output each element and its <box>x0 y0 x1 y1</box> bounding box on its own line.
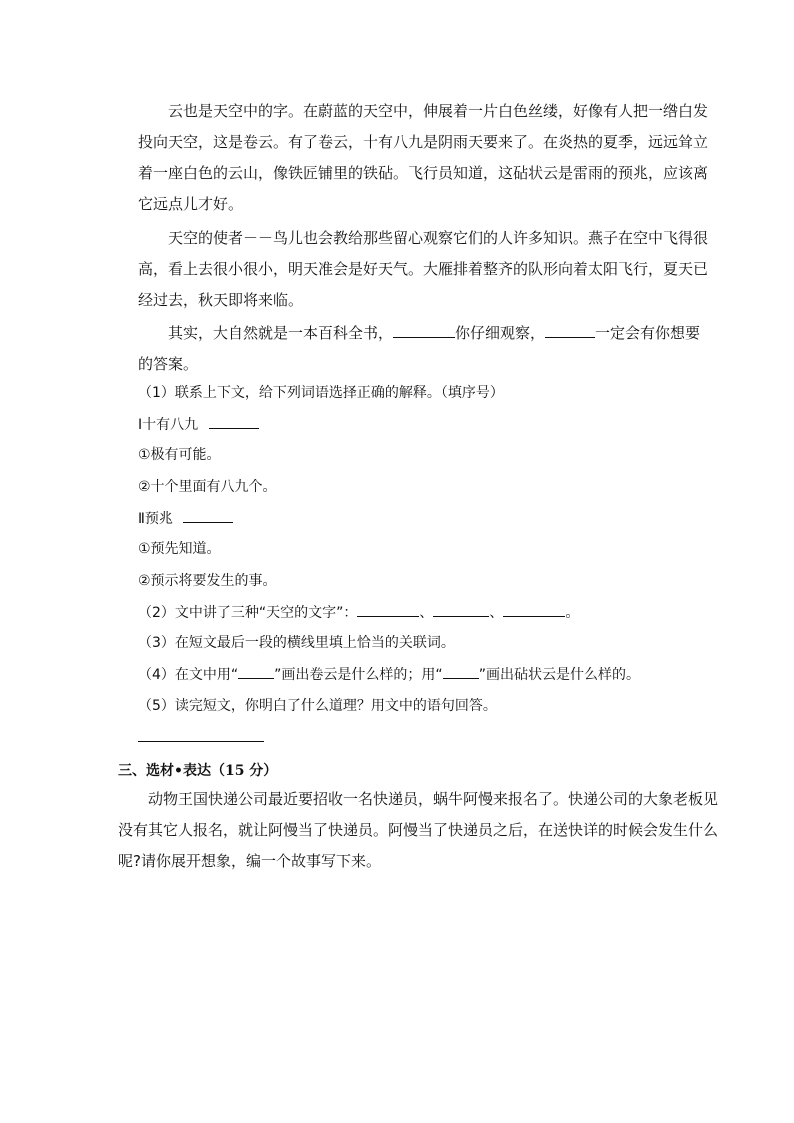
option: ②预示将要发生的事。 <box>138 573 277 589</box>
paragraph-line: 没有其它人报名，就让阿慢当了快递员。阿慢当了快递员之后，在送快详的时候会发生什么 <box>118 821 719 839</box>
question-2 <box>138 602 579 623</box>
paragraph-line: 它远点儿才好。 <box>138 195 244 213</box>
answer-line[interactable] <box>138 741 264 742</box>
paragraph-line: 天空的使者－－鸟儿也会教给那些留心观察它们的人许多知识。燕子在空中飞得很 <box>168 229 709 247</box>
paragraph-line: 的答案。 <box>138 355 199 373</box>
question-text: （4）在文中用“ <box>138 667 239 683</box>
question-4 <box>138 664 640 685</box>
connective-blank-1[interactable] <box>393 323 455 338</box>
option: ①极有可能。 <box>138 447 221 463</box>
question-1-item-1 <box>138 414 259 435</box>
answer-blank[interactable] <box>503 602 565 617</box>
question-3: （3）在短文最后一段的横线里填上恰当的关联词。 <box>138 635 455 651</box>
question-1-item-2 <box>138 508 233 529</box>
conclusion-text-part3: 一定会有你想要 <box>595 324 701 342</box>
option: ②十个里面有八九个。 <box>138 479 277 495</box>
question-text: （2）文中讲了三种“天空的文字”： <box>138 605 358 621</box>
answer-blank[interactable] <box>183 508 233 523</box>
paragraph-line: 呢?请你展开想象，编一个故事写下来。 <box>118 852 381 870</box>
question-5: （5）读完短文，你明白了什么道理？用文中的语句回答。 <box>138 698 497 714</box>
question-end: 。 <box>565 605 580 621</box>
question-text: ”画出卷云是什么样的；用“ <box>274 667 443 683</box>
paragraph-line: 着一座白色的云山，像铁匠铺里的铁砧。飞行员知道，这砧状云是雷雨的预兆，应该离 <box>138 164 709 182</box>
answer-blank[interactable] <box>238 664 274 679</box>
separator: 、 <box>419 605 434 621</box>
question-text: ”画出砧状云是什么样的。 <box>478 667 640 683</box>
answer-blank[interactable] <box>433 602 489 617</box>
connective-blank-2[interactable] <box>545 323 595 338</box>
conclusion-text-part1: 其实，大自然就是一本百科全书， <box>168 324 394 342</box>
paragraph-line: 经过去，秋天即将来临。 <box>138 291 304 309</box>
passage-paragraph-clouds <box>138 96 709 220</box>
paragraph-line: 高，看上去很小很小，明天准会是好天气。大雁排着整齐的队形向着太阳飞行，夏天已 <box>138 260 709 278</box>
writing-prompt <box>118 784 719 877</box>
conclusion-text-part2: 你仔细观察， <box>455 324 546 342</box>
section-title: 三、选材•表达（15 分） <box>118 763 278 779</box>
item-label: Ⅱ预兆 <box>138 511 173 527</box>
paragraph-line: 云也是天空中的字。在蔚蓝的天空中，伸展着一片白色丝缕，好像有人把一绺白发 <box>168 102 709 120</box>
answer-blank[interactable] <box>443 664 479 679</box>
passage-paragraph-conclusion <box>138 318 701 380</box>
passage-paragraph-birds <box>138 223 709 316</box>
item-label: Ⅰ十有八九 <box>138 417 199 433</box>
separator: 、 <box>489 605 504 621</box>
paragraph-line <box>138 318 701 349</box>
paragraph-line: 投向天空，这是卷云。有了卷云，十有八九是阴雨天要来了。在炎热的夏季，远远耸立 <box>138 133 709 151</box>
option: ①预先知道。 <box>138 541 221 557</box>
answer-blank[interactable] <box>357 602 419 617</box>
question-1: （1）联系上下文，给下列词语选择正确的解释。（填序号） <box>138 385 504 401</box>
answer-blank[interactable] <box>209 414 259 429</box>
paragraph-line: 动物王国快递公司最近要招收一名快递员，蜗牛阿慢来报名了。快递公司的大象老板见 <box>148 790 719 808</box>
